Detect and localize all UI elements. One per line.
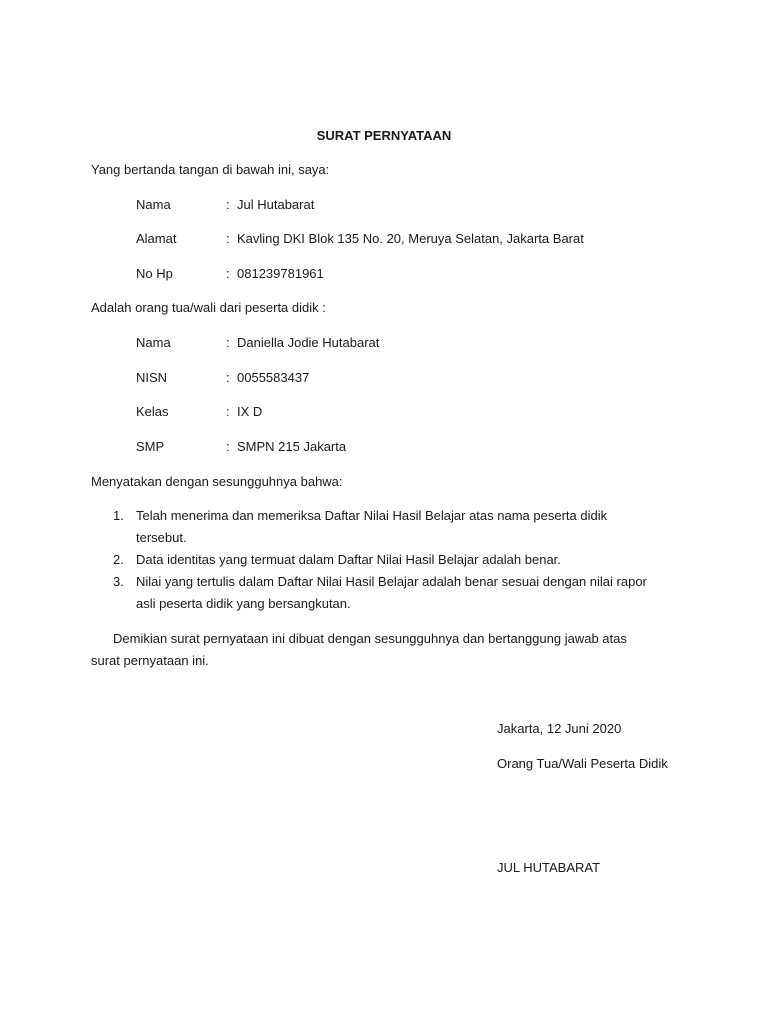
colon: : bbox=[226, 370, 230, 385]
colon: : bbox=[226, 266, 230, 281]
colon: : bbox=[226, 439, 230, 454]
student-nisn-label: NISN bbox=[136, 370, 168, 385]
parent-address-value: Kavling DKI Blok 135 No. 20, Meruya Selatan, Jakarta Barat bbox=[237, 231, 584, 246]
relation-text: Adalah orang tua/wali dari peserta didik : bbox=[91, 300, 326, 315]
parent-name-value: Jul Hutabarat bbox=[237, 197, 315, 212]
student-name-label: Nama bbox=[136, 335, 171, 350]
list-item-number: 2. bbox=[113, 552, 124, 567]
intro-text: Yang bertanda tangan di bawah ini, saya: bbox=[91, 162, 330, 177]
list-item-text: Nilai yang tertulis dalam Daftar Nilai Hasil Belajar adalah benar sesuai dengan nilai rapor bbox=[136, 574, 647, 589]
list-item-text: Telah menerima dan memeriksa Daftar Nilai Hasil Belajar atas nama peserta didik bbox=[136, 508, 608, 523]
colon: : bbox=[226, 231, 230, 246]
student-school-value: SMPN 215 Jakarta bbox=[237, 439, 347, 454]
list-item-number: 1. bbox=[113, 508, 124, 523]
colon: : bbox=[226, 335, 230, 350]
parent-address-label: Alamat bbox=[136, 231, 177, 246]
student-school-label: SMP bbox=[136, 439, 165, 454]
student-class-label: Kelas bbox=[136, 404, 169, 419]
list-item-text: tersebut. bbox=[136, 530, 187, 545]
signer-name: JUL HUTABARAT bbox=[497, 860, 601, 875]
statement-text: Menyatakan dengan sesungguhnya bahwa: bbox=[91, 474, 343, 489]
list-item-number: 3. bbox=[113, 574, 124, 589]
signer-role: Orang Tua/Wali Peserta Didik bbox=[497, 756, 668, 771]
colon: : bbox=[226, 197, 230, 212]
list-item-text: Data identitas yang termuat dalam Daftar Nilai Hasil Belajar adalah benar. bbox=[136, 552, 561, 567]
closing-text: Demikian surat pernyataan ini dibuat dengan sesungguhnya dan bertanggung jawab atas bbox=[113, 631, 627, 646]
parent-name-label: Nama bbox=[136, 197, 171, 212]
parent-phone-label: No Hp bbox=[136, 266, 173, 281]
student-class-value: IX D bbox=[237, 404, 263, 419]
parent-phone-value: 081239781961 bbox=[237, 266, 324, 281]
student-name-value: Daniella Jodie Hutabarat bbox=[237, 335, 380, 350]
student-nisn-value: 0055583437 bbox=[237, 370, 310, 385]
colon: : bbox=[226, 404, 230, 419]
closing-text: surat pernyataan ini. bbox=[91, 653, 209, 668]
list-item-text: asli peserta didik yang bersangkutan. bbox=[136, 596, 351, 611]
place-date: Jakarta, 12 Juni 2020 bbox=[497, 721, 622, 736]
document-title: SURAT PERNYATAAN bbox=[316, 128, 452, 143]
